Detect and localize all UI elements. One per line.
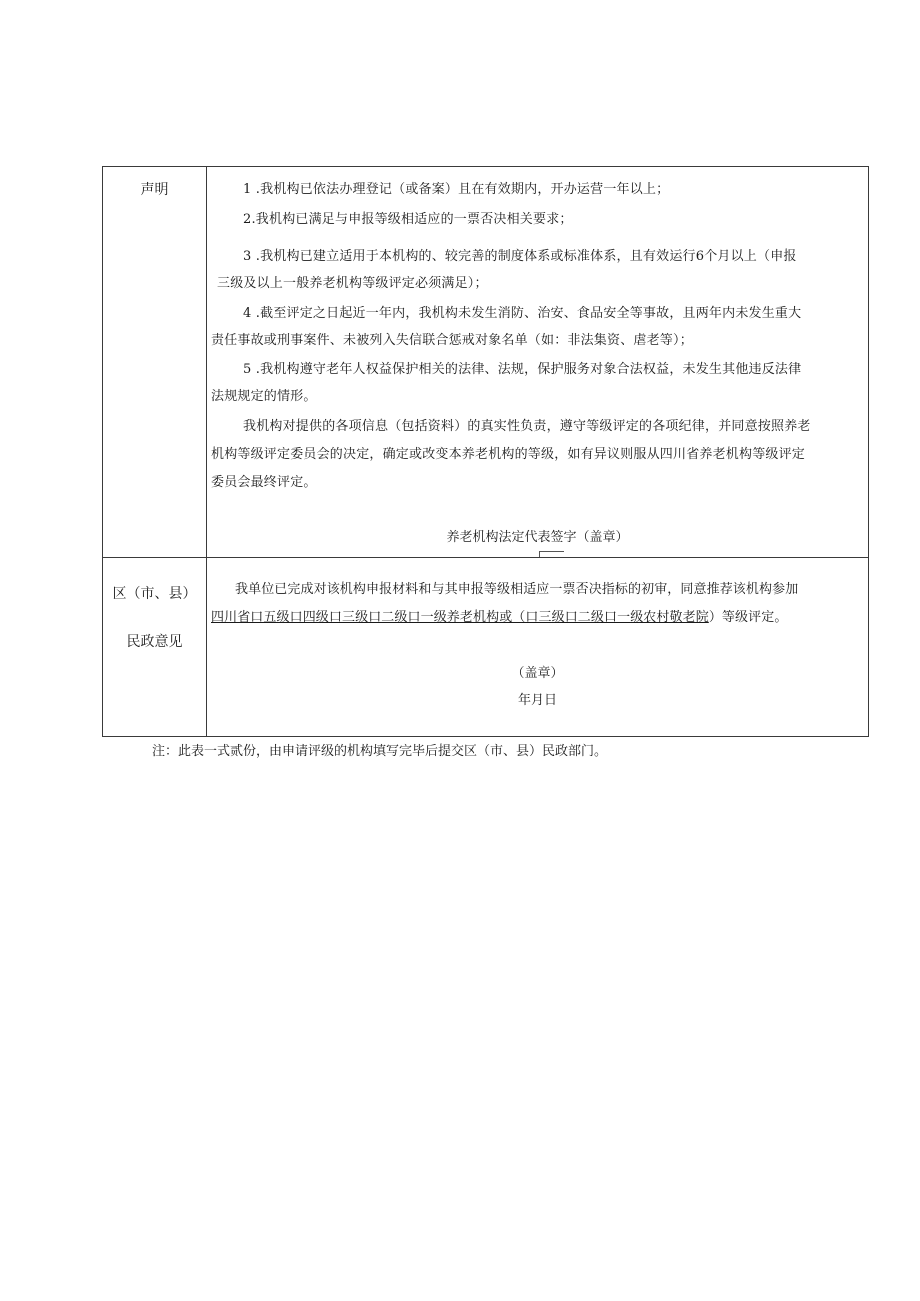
- signature-line: 养老机构法定代表签字（盖章）: [446, 530, 629, 545]
- opinion-label-line-1: 区（市、县）: [112, 586, 197, 602]
- opinion-date: 年月日: [517, 693, 557, 708]
- declaration-item-3-line-1: 3 .我机构已建立适用于本机构的、较完善的制度体系或标准体系，且有效运行6个月以上（申报: [243, 249, 797, 264]
- commitment-line-1: 我机构对提供的各项信息（包括资料）的真实性负责，遵守等级评定的各项纪律，并同意按照养老: [243, 419, 811, 434]
- declaration-body: [207, 167, 868, 557]
- declaration-item-1: 1 .我机构已依法办理登记（或备案）且在有效期内，开办运营一年以上；: [243, 182, 670, 197]
- opinion-seal: （盖章）: [511, 666, 564, 681]
- declaration-item-2: 2.我机构已满足与申报等级相适应的一票否决相关要求；: [243, 212, 573, 227]
- commitment-line-3: 委员会最终评定。: [211, 475, 317, 490]
- declaration-item-5-line-2: 法规规定的情形。: [211, 389, 317, 404]
- declaration-label: 声明: [140, 182, 169, 198]
- opinion-body: [207, 558, 868, 736]
- declaration-item-5-line-1: 5 .我机构遵守老年人权益保护相关的法律、法规，保护服务对象合法权益，未发生其他违反法律: [243, 362, 802, 377]
- declaration-row: [103, 167, 869, 558]
- declaration-label-cell: [103, 167, 207, 558]
- grade-options-suffix: ）等级评定。: [708, 610, 788, 625]
- grade-options-underlined: 四川省口五级口四级口三级口二级口一级养老机构或（口三级口二级口一级农村敬老院: [211, 610, 709, 625]
- clipped-text-fragment: [539, 551, 564, 557]
- opinion-label-line-2: 民政意见: [126, 634, 183, 650]
- declaration-content-cell: [207, 167, 869, 558]
- opinion-content-cell: [207, 558, 869, 737]
- evaluation-form-table: [102, 166, 869, 737]
- form-note: 注：此表一式贰份，由申请评级的机构填写完毕后提交区（市、县）民政部门。: [152, 744, 608, 759]
- declaration-item-4-line-2: 责任事故或刑事案件、未被列入失信联合惩戒对象名单（如：非法集资、虐老等）；: [211, 333, 693, 348]
- opinion-text-line-1: 我单位已完成对该机构申报材料和与其申报等级相适应一票否决指标的初审，同意推荐该机构参加: [235, 582, 799, 597]
- declaration-item-3-line-2: 三级及以上一般养老机构等级评定必须满足）；: [217, 276, 488, 291]
- commitment-line-2: 机构等级评定委员会的决定，确定或改变本养老机构的等级，如有异议则服从四川省养老机构等级评定: [211, 447, 806, 462]
- opinion-row: [103, 558, 869, 737]
- declaration-item-4-line-1: 4 .截至评定之日起近一年内，我机构未发生消防、治安、食品安全等事故，且两年内未发生重大: [243, 306, 802, 321]
- opinion-label-cell: [103, 558, 207, 737]
- opinion-text-line-2: [211, 606, 866, 625]
